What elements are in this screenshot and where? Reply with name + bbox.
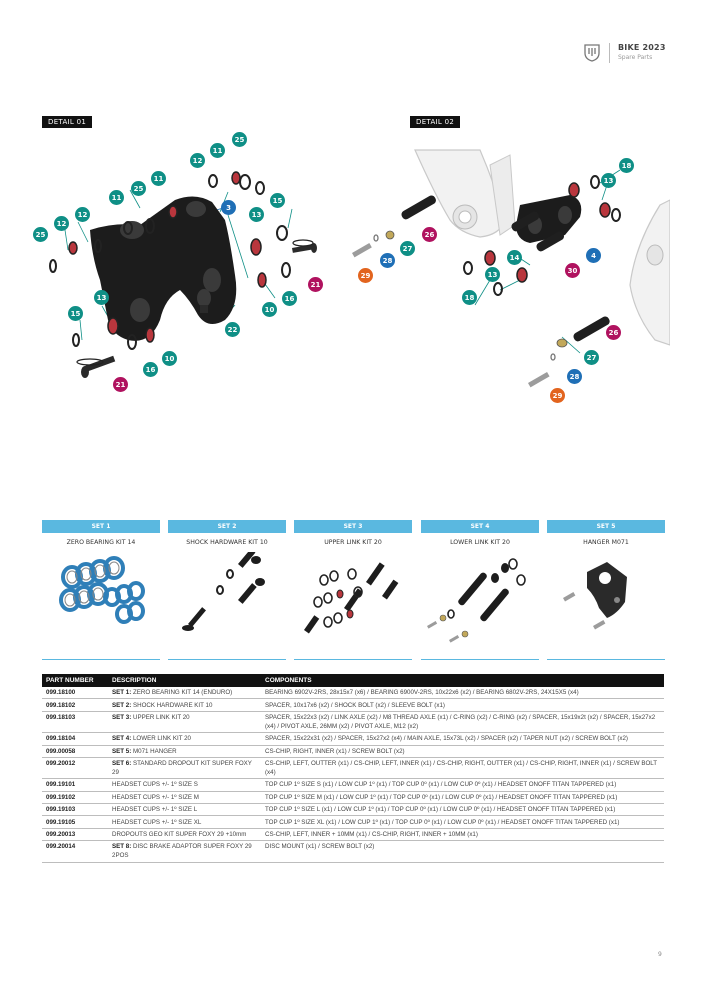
- table-row: [42, 687, 664, 699]
- description: [108, 757, 261, 778]
- description: [108, 687, 261, 699]
- shock-hardware-image: [168, 552, 286, 648]
- set-divider: [42, 659, 160, 660]
- part-number: 099.19101: [42, 779, 108, 791]
- set-header: SET 1: [42, 520, 160, 533]
- callout-14: 14: [507, 250, 522, 265]
- table-row: [42, 711, 664, 732]
- table-row: [42, 699, 664, 711]
- part-number: 099.18100: [42, 687, 108, 699]
- description-text: UPPER LINK KIT 20: [131, 713, 190, 721]
- callout-4: 4: [586, 248, 601, 263]
- set-tag: SET 8:: [112, 843, 132, 851]
- part-number: 099.20012: [42, 757, 108, 778]
- part-number: 099.18102: [42, 699, 108, 711]
- set-tag: SET 5:: [112, 747, 132, 755]
- callout-27: 27: [584, 350, 599, 365]
- set-divider: [168, 659, 286, 660]
- part-number: 099.19103: [42, 804, 108, 816]
- callout-26: 26: [606, 325, 621, 340]
- callout-30: 30: [565, 263, 580, 278]
- set-tag: SET 4:: [112, 735, 132, 743]
- callout-18: 18: [619, 158, 634, 173]
- description-text: HEADSET CUPS +/- 1º SIZE M: [112, 793, 199, 801]
- callout-16: 16: [282, 291, 297, 306]
- detail-02-label: DETAIL 02: [410, 116, 460, 128]
- set-3-card: [294, 520, 412, 648]
- set-name: UPPER LINK KIT 20: [324, 539, 382, 546]
- callout-11: 11: [151, 171, 166, 186]
- set-2-card: [168, 520, 286, 648]
- set-name: SHOCK HARDWARE KIT 10: [186, 539, 268, 546]
- callout-25: 25: [131, 181, 146, 196]
- description-text: STANDARD DROPOUT KIT SUPER FOXY 29: [112, 760, 252, 777]
- components: TOP CUP 1º SIZE S (x1) / LOW CUP 1º (x1) / TOP CUP 0º (x1) / LOW CUP 0º (x1) / HEADSET ONOFF TITAN TAPPERED (x1): [261, 779, 664, 791]
- col-part-number: PART NUMBER: [42, 674, 108, 687]
- description: [108, 745, 261, 757]
- part-number: 099.18103: [42, 711, 108, 732]
- set-5-card: [547, 520, 665, 648]
- description: [108, 804, 261, 816]
- description: [108, 711, 261, 732]
- table-row: [42, 745, 664, 757]
- set-header: SET 2: [168, 520, 286, 533]
- hanger-image: [547, 552, 665, 648]
- callout-12: 12: [54, 216, 69, 231]
- set-tag: SET 1:: [112, 689, 132, 697]
- table-row: [42, 828, 664, 840]
- table-row: [42, 804, 664, 816]
- set-name: LOWER LINK KIT 20: [450, 539, 510, 546]
- brand-header: [582, 42, 692, 66]
- callout-28: 28: [380, 253, 395, 268]
- callout-29: 29: [550, 388, 565, 403]
- callout-11: 11: [109, 190, 124, 205]
- callout-10: 10: [162, 351, 177, 366]
- part-number: 099.20013: [42, 828, 108, 840]
- callout-21: 21: [113, 377, 128, 392]
- lower-link-kit-image: [421, 552, 539, 648]
- brand-separator: [609, 43, 610, 63]
- components: TOP CUP 1º SIZE L (x1) / LOW CUP 1º (x1) / TOP CUP 0º (x1) / LOW CUP 0º (x1) / HEADSET ONOFF TITAN TAPPERED (x1): [261, 804, 664, 816]
- set-divider: [421, 659, 539, 660]
- description: [108, 699, 261, 711]
- components: DISC MOUNT (x1) / SCREW BOLT (x2): [261, 841, 664, 862]
- components: TOP CUP 1º SIZE XL (x1) / LOW CUP 1º (x1) / TOP CUP 0º (x1) / LOW CUP 0º (x1) / HEADSET ONOFF TITAN TAPPERED (x1): [261, 816, 664, 828]
- set-divider: [294, 659, 412, 660]
- table-row: [42, 841, 664, 862]
- callout-25: 25: [232, 132, 247, 147]
- callout-16: 16: [143, 362, 158, 377]
- parts-table: [42, 674, 664, 863]
- set-tag: SET 2:: [112, 701, 132, 709]
- description-text: HEADSET CUPS +/- 1º SIZE XL: [112, 818, 202, 826]
- table-row: [42, 733, 664, 745]
- callout-11: 11: [210, 143, 225, 158]
- detail-01-exploded-view: [30, 130, 330, 400]
- description-text: M071 HANGER: [131, 747, 177, 755]
- set-header: SET 3: [294, 520, 412, 533]
- part-number: 099.19102: [42, 791, 108, 803]
- components: CS-CHIP, RIGHT, INNER (x1) / SCREW BOLT (x2): [261, 745, 664, 757]
- description-text: HEADSET CUPS +/- 1º SIZE L: [112, 806, 198, 814]
- part-number: 099.19105: [42, 816, 108, 828]
- callout-12: 12: [75, 207, 90, 222]
- callout-12: 12: [190, 153, 205, 168]
- brand-title: BIKE 2023: [618, 43, 666, 52]
- set-1-card: [42, 520, 160, 648]
- table-row: [42, 791, 664, 803]
- col-description: DESCRIPTION: [108, 674, 261, 687]
- description: [108, 816, 261, 828]
- components: TOP CUP 1º SIZE M (x1) / LOW CUP 1º (x1) / TOP CUP 0º (x1) / LOW CUP 0º (x1) / HEADSET ONOFF TITAN TAPPERED (x1): [261, 791, 664, 803]
- description-text: HEADSET CUPS +/- 1º SIZE S: [112, 781, 198, 789]
- callout-22: 22: [225, 322, 240, 337]
- callout-21: 21: [308, 277, 323, 292]
- set-tag: SET 3:: [112, 713, 132, 721]
- callout-13: 13: [601, 173, 616, 188]
- callout-13: 13: [485, 267, 500, 282]
- description-text: LOWER LINK KIT 20: [131, 735, 191, 743]
- callout-3: 3: [221, 200, 236, 215]
- callout-28: 28: [567, 369, 582, 384]
- description: [108, 828, 261, 840]
- callout-13: 13: [94, 290, 109, 305]
- components: CS-CHIP, LEFT, OUTTER (x1) / CS-CHIP, LEFT, INNER (x1) / CS-CHIP, RIGHT, OUTTER (x1) / CS-CHIP, RIGHT, INNER (x1) / SCREW BOLT (x4): [261, 757, 664, 778]
- part-number: 099.20014: [42, 841, 108, 862]
- description: [108, 841, 261, 862]
- description-text: SHOCK HARDWARE KIT 10: [131, 701, 213, 709]
- part-number: 099.18104: [42, 733, 108, 745]
- bearing-kit-image: [42, 552, 160, 648]
- components: CS-CHIP, LEFT, INNER + 10MM (x1) / CS-CHIP, RIGHT, INNER + 10MM (x1): [261, 828, 664, 840]
- components: SPACER, 15x22x31 (x2) / SPACER, 15x27x2 (x4) / MAIN AXLE, 15x73L (x2) / SPACER (x2) / TAPER NUT (x2) / SCREW BOLT (x2): [261, 733, 664, 745]
- components: SPACER, 10x17x6 (x2) / SHOCK BOLT (x2) / SLEEVE BOLT (x1): [261, 699, 664, 711]
- callout-29: 29: [358, 268, 373, 283]
- components: BEARING 6902V-2RS, 28x15x7 (x6) / BEARING 6900V-2RS, 10x22x6 (x2) / BEARING 6802V-2RS, 24X15X5 (x4): [261, 687, 664, 699]
- description-text: DROPOUTS GEO KIT SUPER FOXY 29 +10mm: [112, 830, 247, 838]
- callout-15: 15: [68, 306, 83, 321]
- set-name: ZERO BEARING KIT 14: [66, 539, 136, 546]
- set-header: SET 4: [421, 520, 539, 533]
- part-number: 099.00058: [42, 745, 108, 757]
- callout-13: 13: [249, 207, 264, 222]
- brand-logo-icon: [582, 42, 602, 62]
- description-text: DISC BRAKE ADAPTOR SUPER FOXY 29 2POS: [112, 843, 252, 860]
- set-divider: [547, 659, 665, 660]
- callout-18: 18: [462, 290, 477, 305]
- description-text: ZERO BEARING KIT 14 (ENDURO): [131, 689, 233, 697]
- callout-10: 10: [262, 302, 277, 317]
- callout-25: 25: [33, 227, 48, 242]
- set-name: HANGER M071: [583, 539, 629, 546]
- brand-subtitle: Spare Parts: [618, 54, 653, 61]
- description: [108, 733, 261, 745]
- table-row: [42, 816, 664, 828]
- table-row: [42, 779, 664, 791]
- table-header-row: [42, 674, 664, 687]
- set-tag: SET 6:: [112, 760, 132, 768]
- components: SPACER, 15x22x3 (x2) / LINK AXLE (x2) / M8 THREAD AXLE (x1) / C-RING (x2) / C-RING (x2) / SPACER, 15x19x2t (x2) / SPACER, 15x27x2 (x4) / PIVOT AXLE, 26MM (x2) / PIVOT AXLE, M12 (x2): [261, 711, 664, 732]
- table-row: [42, 757, 664, 778]
- page-number: 9: [658, 951, 662, 958]
- upper-link-kit-image: [294, 552, 412, 648]
- description: [108, 791, 261, 803]
- callout-26: 26: [422, 227, 437, 242]
- callout-27: 27: [400, 241, 415, 256]
- detail-01-label: DETAIL 01: [42, 116, 92, 128]
- col-components: COMPONENTS: [261, 674, 664, 687]
- callout-15: 15: [270, 193, 285, 208]
- description: [108, 779, 261, 791]
- set-header: SET 5: [547, 520, 665, 533]
- set-4-card: [421, 520, 539, 648]
